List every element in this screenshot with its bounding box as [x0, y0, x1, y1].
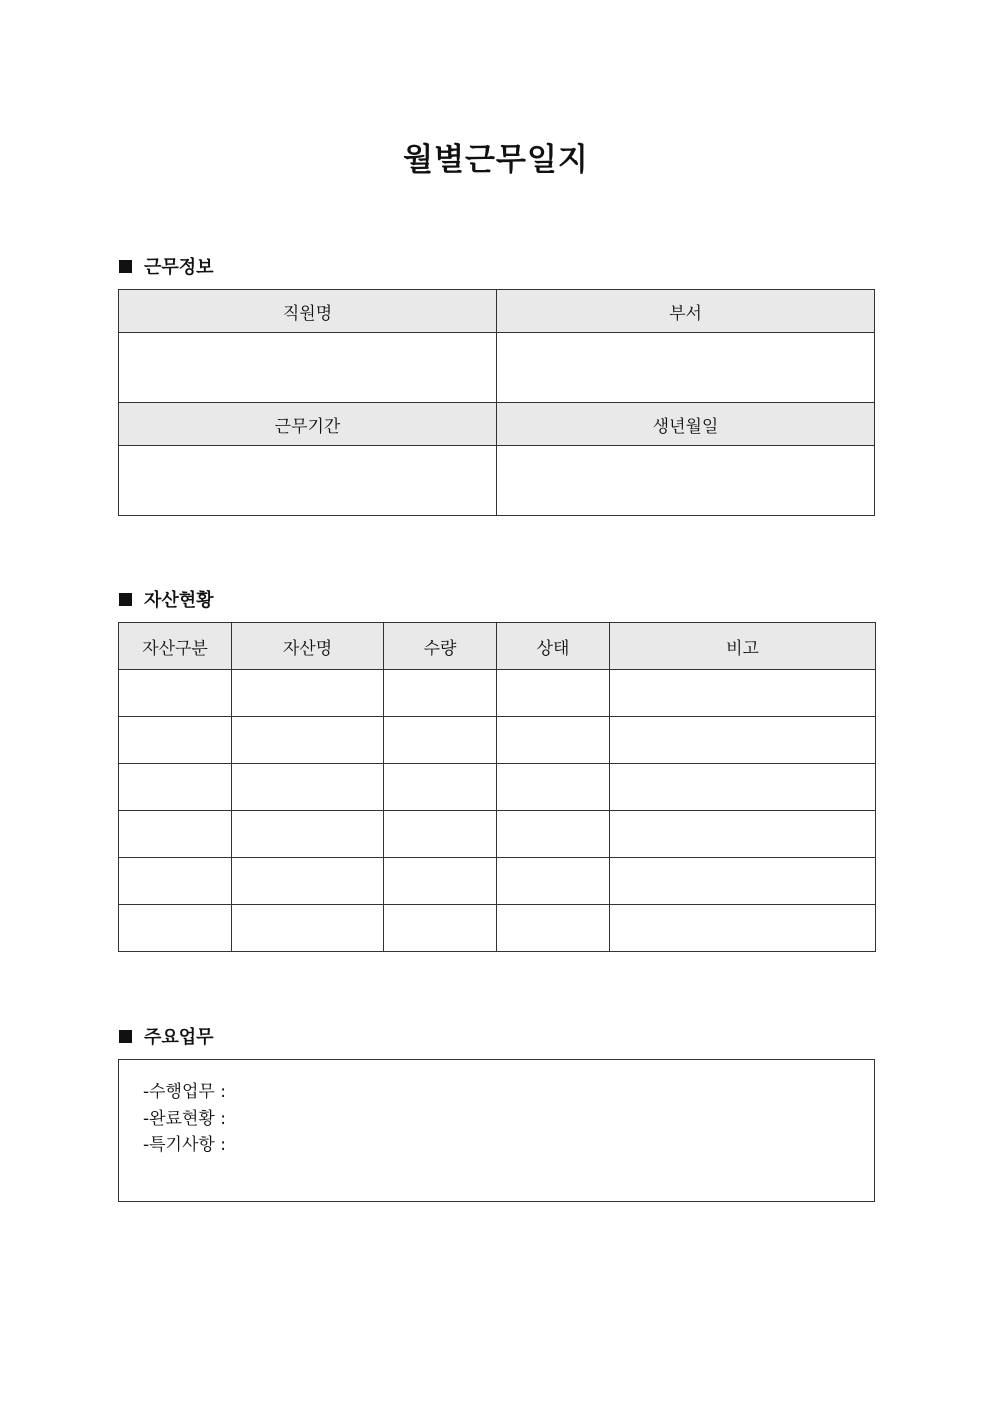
- section-heading-assets: [119, 586, 214, 612]
- table-row: [119, 905, 876, 952]
- page-title: 월별근무일지: [403, 142, 589, 178]
- column-header-status: 상태: [497, 623, 610, 670]
- table-header-row: [119, 290, 875, 333]
- column-header-quantity: 수량: [384, 623, 497, 670]
- remarks-cell[interactable]: [610, 764, 876, 811]
- section-heading-label: 주요업무: [144, 1027, 214, 1048]
- remarks-cell[interactable]: [610, 811, 876, 858]
- work-period-field[interactable]: [119, 446, 497, 516]
- asset-type-cell[interactable]: [119, 858, 232, 905]
- field-label-birth-date: 생년월일: [497, 403, 875, 446]
- asset-name-cell[interactable]: [232, 858, 384, 905]
- main-duties-box[interactable]: [118, 1059, 875, 1202]
- section-heading-duties: [119, 1023, 214, 1049]
- field-label-department: 부서: [497, 290, 875, 333]
- duty-line-notes: -특기사항 :: [143, 1135, 226, 1155]
- quantity-cell[interactable]: [384, 717, 497, 764]
- asset-type-cell[interactable]: [119, 764, 232, 811]
- duty-lines: [143, 1079, 226, 1159]
- asset-type-cell[interactable]: [119, 905, 232, 952]
- section-heading-work-info: [119, 253, 214, 279]
- table-row: [119, 333, 875, 403]
- asset-name-cell[interactable]: [232, 670, 384, 717]
- department-field[interactable]: [497, 333, 875, 403]
- table-row: [119, 717, 876, 764]
- table-header-row: [119, 403, 875, 446]
- birth-date-field[interactable]: [497, 446, 875, 516]
- asset-name-cell[interactable]: [232, 717, 384, 764]
- status-cell[interactable]: [497, 811, 610, 858]
- employee-name-field[interactable]: [119, 333, 497, 403]
- quantity-cell[interactable]: [384, 858, 497, 905]
- asset-type-cell[interactable]: [119, 670, 232, 717]
- asset-name-cell[interactable]: [232, 811, 384, 858]
- work-info-table: [118, 289, 875, 516]
- status-cell[interactable]: [497, 905, 610, 952]
- table-row: [119, 811, 876, 858]
- asset-status-table: [118, 622, 876, 952]
- table-row: [119, 670, 876, 717]
- section-heading-label: 자산현황: [144, 590, 214, 611]
- quantity-cell[interactable]: [384, 670, 497, 717]
- remarks-cell[interactable]: [610, 717, 876, 764]
- status-cell[interactable]: [497, 764, 610, 811]
- table-row: [119, 446, 875, 516]
- status-cell[interactable]: [497, 717, 610, 764]
- remarks-cell[interactable]: [610, 670, 876, 717]
- column-header-asset-name: 자산명: [232, 623, 384, 670]
- status-cell[interactable]: [497, 670, 610, 717]
- asset-type-cell[interactable]: [119, 811, 232, 858]
- asset-name-cell[interactable]: [232, 905, 384, 952]
- square-bullet-icon: [119, 593, 132, 606]
- column-header-remarks: 비고: [610, 623, 876, 670]
- duty-line-performed: -수행업무 :: [143, 1082, 226, 1102]
- remarks-cell[interactable]: [610, 858, 876, 905]
- quantity-cell[interactable]: [384, 764, 497, 811]
- duty-line-completion: -완료현황 :: [143, 1108, 226, 1129]
- table-row: [119, 764, 876, 811]
- table-row: [119, 858, 876, 905]
- column-header-asset-type: 자산구분: [119, 623, 232, 670]
- field-label-employee-name: 직원명: [119, 290, 497, 333]
- field-label-work-period: 근무기간: [119, 403, 497, 446]
- table-header-row: [119, 623, 876, 670]
- asset-name-cell[interactable]: [232, 764, 384, 811]
- quantity-cell[interactable]: [384, 811, 497, 858]
- quantity-cell[interactable]: [384, 905, 497, 952]
- asset-type-cell[interactable]: [119, 717, 232, 764]
- status-cell[interactable]: [497, 858, 610, 905]
- section-heading-label: 근무정보: [144, 257, 214, 278]
- remarks-cell[interactable]: [610, 905, 876, 952]
- square-bullet-icon: [119, 1030, 132, 1043]
- square-bullet-icon: [119, 260, 132, 273]
